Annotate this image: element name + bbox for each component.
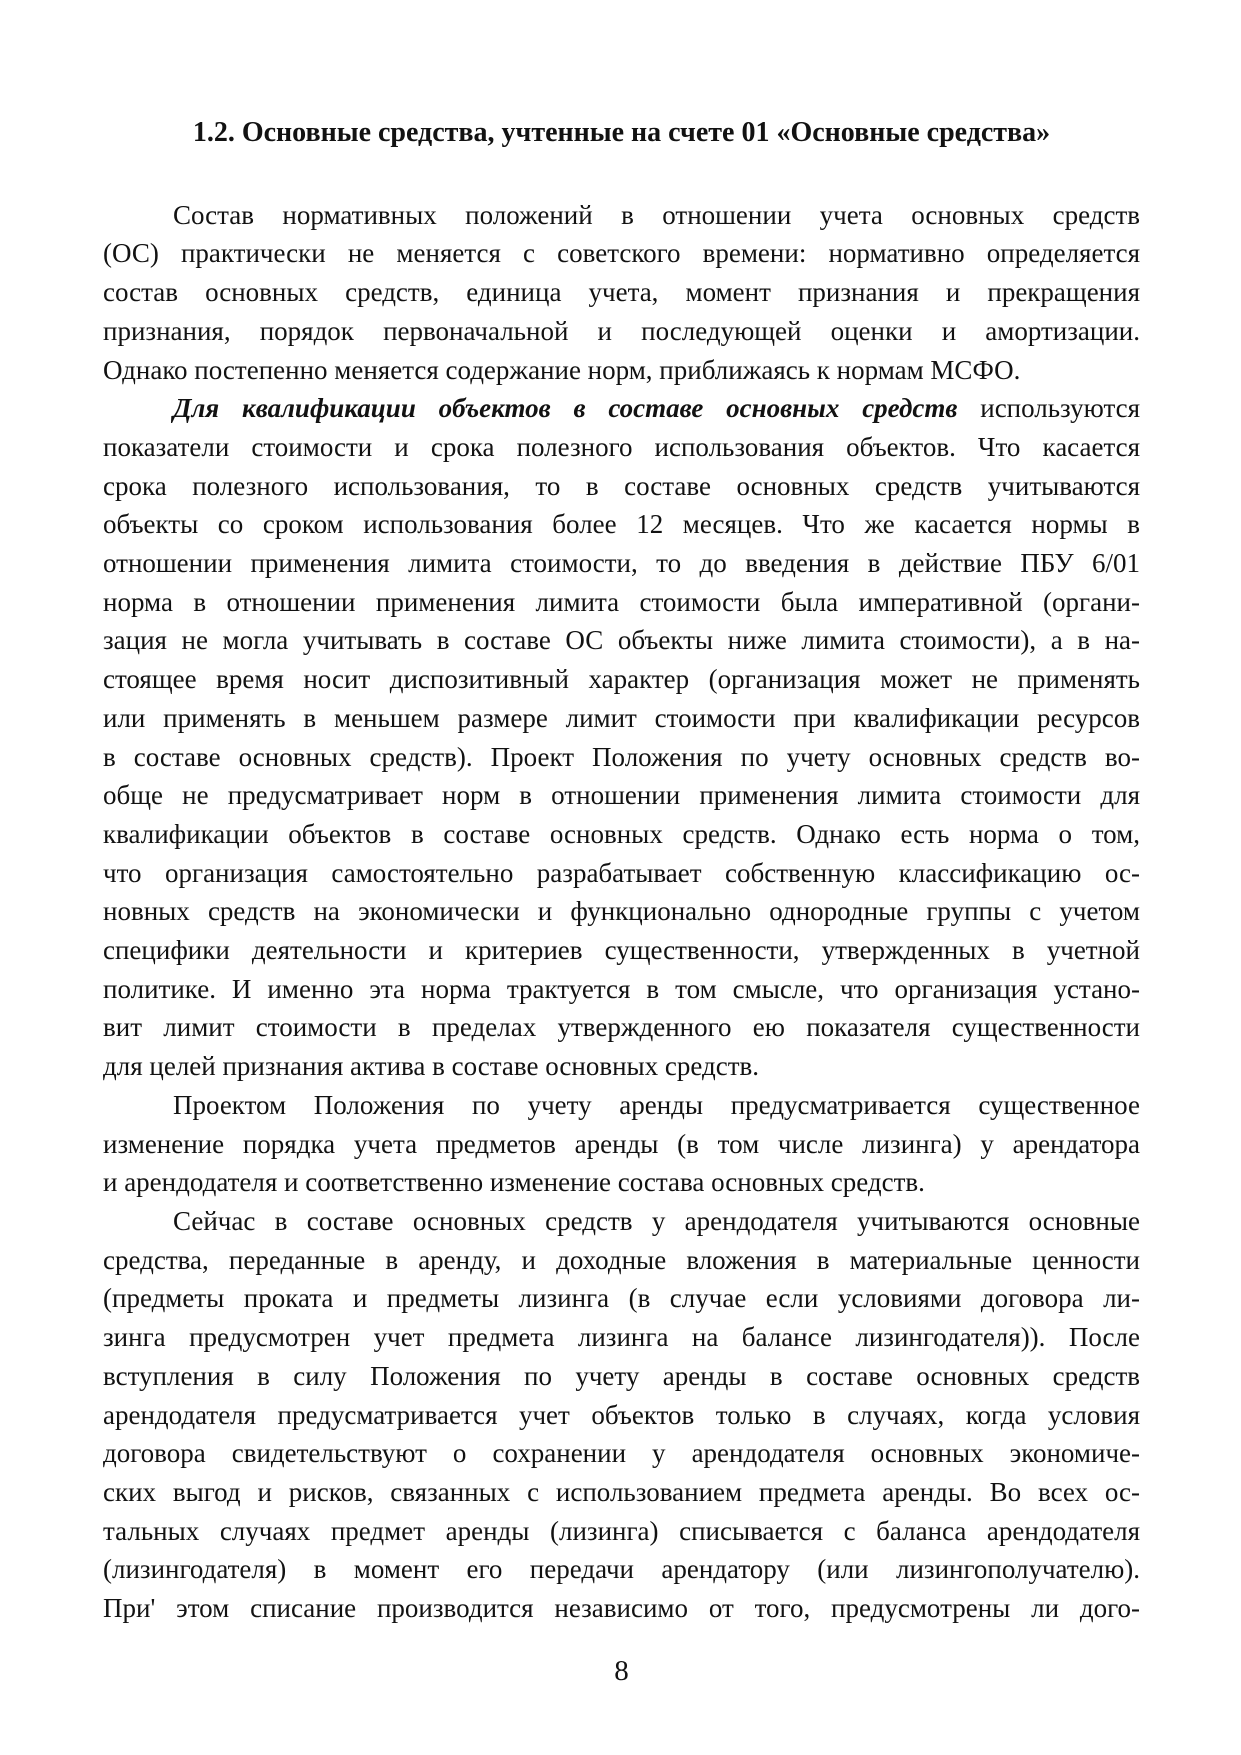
text-segment: отношении применения лимита стоимости, то до введения в действие ПБУ 6/01 [103, 548, 1140, 579]
text-line [103, 505, 1140, 544]
text-line [103, 970, 1140, 1009]
text-line [103, 1047, 1140, 1086]
text-segment: показатели стоимости и срока полезного использования объектов. Что касается [103, 431, 1140, 462]
text-line [103, 621, 1140, 660]
text-segment: новных средств на экономически и функционально однородные группы с учетом [103, 896, 1140, 927]
text-line [103, 1589, 1140, 1628]
text-line [103, 312, 1140, 351]
text-segment: политике. И именно эта норма трактуется в том смысле, что организация устано- [103, 973, 1140, 1004]
text-line [103, 1512, 1140, 1551]
text-segment: специфики деятельности и критериев существенности, утвержденных в учетной [103, 935, 1140, 966]
text-line [103, 892, 1140, 931]
text-line [103, 1241, 1140, 1280]
text-line [103, 815, 1140, 854]
text-line [103, 699, 1140, 738]
text-segment: тальных случаях предмет аренды (лизинга) списывается с баланса арендодателя [103, 1515, 1140, 1546]
text-line [103, 389, 1140, 428]
text-segment: договора свидетельствуют о сохранении у арендодателя основных экономиче- [103, 1438, 1140, 1469]
text-segment: Проектом Положения по учету аренды предусматривается существенное [173, 1089, 1140, 1120]
text-segment: арендодателя предусматривается учет объектов только в случаях, когда условия [103, 1399, 1140, 1430]
text-line [103, 351, 1140, 390]
text-line [103, 1434, 1140, 1473]
text-line [103, 660, 1140, 699]
text-segment: зинга предусмотрен учет предмета лизинга на балансе лизингодателя)). После [103, 1322, 1140, 1353]
text-line [103, 1473, 1140, 1512]
text-segment: или применять в меньшем размере лимит стоимости при квалификации ресурсов [103, 702, 1140, 733]
text-segment: (лизингодателя) в момент его передачи арендатору (или лизингополучателю). [103, 1554, 1140, 1585]
text-segment: зация не могла учитывать в составе ОС объекты ниже лимита стоимости), а в на- [103, 625, 1140, 656]
text-line [103, 854, 1140, 893]
text-line [103, 1279, 1140, 1318]
text-segment: Однако постепенно меняется содержание норм, приближаясь к нормам МСФО. [103, 354, 1021, 385]
text-segment: При' этом списание производится независимо от того, предусмотрены ли дого- [103, 1593, 1140, 1624]
text-line [103, 273, 1140, 312]
text-line [103, 1396, 1140, 1435]
text-line [103, 544, 1140, 583]
body-text [103, 196, 1140, 1628]
text-segment: и арендодателя и соответственно изменение состава основных средств. [103, 1167, 925, 1198]
text-segment: что организация самостоятельно разрабатывает собственную классификацию ос- [103, 857, 1140, 888]
text-segment: Сейчас в составе основных средств у арендодателя учитываются основные [173, 1205, 1140, 1236]
text-line [103, 738, 1140, 777]
page-number: 8 [614, 1654, 629, 1687]
text-line [103, 1125, 1140, 1164]
text-segment: срока полезного использования, то в составе основных средств учитываются [103, 470, 1140, 501]
emphasized-text: Для квалификации объектов в составе основных средств [173, 393, 958, 424]
text-segment: обще не предусматривает норм в отношении применения лимита стоимости для [103, 780, 1140, 811]
text-line [103, 1008, 1140, 1047]
text-line [103, 776, 1140, 815]
text-line [103, 583, 1140, 622]
text-segment: объекты со сроком использования более 12 месяцев. Что же касается нормы в [103, 509, 1140, 540]
text-segment: в составе основных средств). Проект Положения по учету основных средств во- [103, 741, 1140, 772]
text-segment: изменение порядка учета предметов аренды (в том числе лизинга) у арендатора [103, 1128, 1140, 1159]
text-line [103, 1318, 1140, 1357]
text-segment: квалификации объектов в составе основных средств. Однако есть норма о том, [103, 818, 1140, 849]
text-segment: вит лимит стоимости в пределах утвержденного ею показателя существенности [103, 1012, 1140, 1043]
text-segment: вступления в силу Положения по учету аренды в составе основных средств [103, 1360, 1140, 1391]
text-segment: для целей признания актива в составе основных средств. [103, 1051, 760, 1082]
text-segment: (ОС) практически не меняется с советского времени: нормативно определяется [103, 238, 1140, 269]
text-line [103, 1357, 1140, 1396]
text-segment: признания, порядок первоначальной и последующей оценки и амортизации. [103, 315, 1140, 346]
text-line [103, 196, 1140, 235]
text-line [103, 1163, 1140, 1202]
text-line [103, 467, 1140, 506]
text-segment: (предметы проката и предметы лизинга (в случае если условиями договора ли- [103, 1283, 1140, 1314]
text-segment: средства, переданные в аренду, и доходные вложения в материальные ценности [103, 1244, 1140, 1275]
text-segment: норма в отношении применения лимита стоимости была императивной (органи- [103, 586, 1140, 617]
section-heading: 1.2. Основные средства, учтенные на счете 01 «Основные средства» [192, 117, 1051, 148]
text-segment: ских выгод и рисков, связанных с использованием предмета аренды. Во всех ос- [103, 1476, 1140, 1507]
text-segment: стоящее время носит диспозитивный характер (организация может не применять [103, 664, 1140, 695]
text-segment: состав основных средств, единица учета, момент признания и прекращения [103, 277, 1140, 308]
text-segment: используются [957, 393, 1141, 424]
text-line [103, 1202, 1140, 1241]
text-line [103, 234, 1140, 273]
text-line [103, 428, 1140, 467]
text-segment: Состав нормативных положений в отношении учета основных средств [173, 199, 1140, 230]
text-line [103, 1086, 1140, 1125]
text-line [103, 1550, 1140, 1589]
text-line [103, 931, 1140, 970]
